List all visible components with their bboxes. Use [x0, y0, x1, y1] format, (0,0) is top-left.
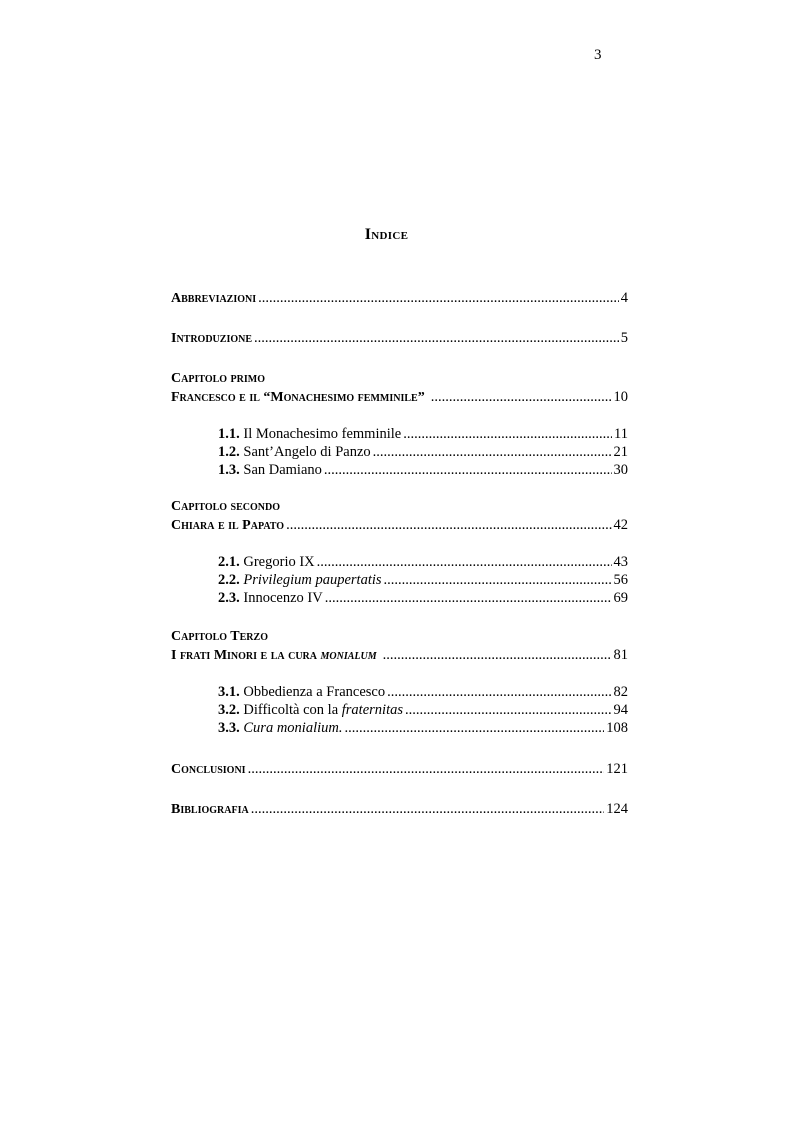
toc-leader-dots	[251, 800, 605, 818]
toc-entry-page: 42	[613, 517, 628, 533]
section-title-italic: fraternitas	[341, 702, 403, 718]
toc-leader-dots	[403, 425, 612, 443]
toc-entry-label	[218, 461, 322, 479]
chapter-1-title-prefix: Francesco e il “	[171, 390, 271, 405]
toc-leader-dots	[405, 701, 612, 719]
toc-entry-label: Conclusioni	[171, 762, 246, 777]
toc-entry-page: 56	[613, 572, 628, 588]
toc-section-2-2[interactable]	[218, 571, 628, 589]
toc-entry-label	[218, 683, 385, 701]
toc-section-1-3[interactable]	[218, 461, 628, 479]
toc-section-2-1[interactable]	[218, 553, 628, 571]
toc-leader-dots	[344, 719, 604, 737]
toc-entry-chapter-3[interactable]	[171, 646, 628, 664]
chapter-3-heading: Capitolo Terzo	[171, 629, 268, 644]
toc-entry-conclusioni[interactable]	[171, 760, 628, 778]
chapter-3-title-italic: monialum	[320, 648, 377, 663]
toc-entry-page: 30	[613, 462, 628, 478]
toc-entry-label	[171, 647, 377, 665]
toc-entry-page: 94	[613, 702, 628, 718]
section-title: Privilegium paupertatis	[243, 572, 382, 588]
toc-leader-dots	[387, 683, 611, 701]
section-title: Obbedienza a Francesco	[243, 684, 386, 700]
chapter-2-heading: Capitolo secondo	[171, 499, 281, 514]
section-number: 1.1.	[218, 426, 240, 442]
page-number: 3	[594, 47, 602, 63]
chapter-3-title-prefix: I frati Minori e la cura	[171, 648, 317, 663]
toc-entry-label	[218, 701, 403, 719]
section-title: Innocenzo IV	[243, 590, 323, 606]
chapter-1-title-main: Monachesimo femminile	[270, 390, 418, 405]
toc-entry-label: Abbreviazioni	[171, 291, 257, 306]
toc-entry-label	[218, 443, 371, 461]
chapter-1-heading: Capitolo primo	[171, 371, 265, 386]
toc-section-1-2[interactable]	[218, 443, 628, 461]
toc-leader-dots	[383, 646, 612, 664]
section-title: Cura monialium.	[243, 720, 343, 736]
toc-entry-page: 10	[613, 389, 628, 405]
toc-entry-label	[218, 571, 382, 589]
toc-entry-label: Chiara e il Papato	[171, 518, 285, 533]
table-of-contents	[171, 0, 628, 1123]
toc-entry-label	[218, 589, 323, 607]
toc-leader-dots	[317, 553, 612, 571]
toc-entry-label	[218, 425, 401, 443]
toc-section-3-2[interactable]	[218, 701, 628, 719]
toc-entry-label: Introduzione	[171, 331, 253, 346]
toc-section-3-3[interactable]	[218, 719, 628, 737]
toc-leader-dots	[373, 443, 612, 461]
section-title: Gregorio IX	[243, 554, 315, 570]
section-number: 2.2.	[218, 572, 240, 588]
toc-leader-dots	[431, 388, 612, 406]
toc-entry-label	[218, 719, 342, 737]
toc-entry-page: 11	[614, 426, 628, 442]
toc-entry-page: 69	[613, 590, 628, 606]
section-number: 3.3.	[218, 720, 240, 736]
section-title: Sant’Angelo di Panzo	[243, 444, 371, 460]
section-number: 2.3.	[218, 590, 240, 606]
toc-leader-dots	[325, 589, 612, 607]
section-title: San Damiano	[243, 462, 322, 478]
toc-entry-bibliografia[interactable]	[171, 800, 628, 818]
toc-entry-page: 81	[613, 647, 628, 663]
toc-entry-page: 4	[620, 290, 628, 306]
toc-entry-page: 124	[606, 801, 628, 817]
toc-entry-page: 108	[606, 720, 628, 736]
toc-leader-dots	[258, 289, 619, 307]
section-number: 1.2.	[218, 444, 240, 460]
toc-entry-page: 5	[620, 330, 628, 346]
section-title: Il Monachesimo femminile	[243, 426, 402, 442]
toc-entry-chapter-1[interactable]	[171, 388, 628, 406]
toc-leader-dots	[324, 461, 612, 479]
toc-entry-introduzione[interactable]	[171, 329, 628, 347]
section-title-prefix: Difficoltà con la	[243, 702, 339, 718]
toc-entry-page: 82	[613, 684, 628, 700]
toc-entry-label	[218, 553, 315, 571]
toc-entry-page: 43	[613, 554, 628, 570]
toc-title: Indice	[364, 226, 409, 243]
section-number: 3.2.	[218, 702, 240, 718]
toc-section-3-1[interactable]	[218, 683, 628, 701]
toc-entry-label	[171, 389, 425, 407]
section-number: 3.1.	[218, 684, 240, 700]
toc-leader-dots	[254, 329, 619, 347]
toc-section-2-3[interactable]	[218, 589, 628, 607]
section-number: 1.3.	[218, 462, 240, 478]
toc-entry-abbreviazioni[interactable]	[171, 289, 628, 307]
toc-leader-dots	[286, 516, 611, 534]
toc-entry-page: 21	[613, 444, 628, 460]
toc-entry-page: 121	[606, 761, 628, 777]
toc-entry-label: Bibliografia	[171, 802, 249, 817]
toc-leader-dots	[248, 760, 605, 778]
toc-entry-chapter-2[interactable]	[171, 516, 628, 534]
chapter-1-title-suffix: ”	[417, 390, 425, 405]
toc-section-1-1[interactable]	[218, 425, 628, 443]
section-number: 2.1.	[218, 554, 240, 570]
toc-leader-dots	[384, 571, 612, 589]
